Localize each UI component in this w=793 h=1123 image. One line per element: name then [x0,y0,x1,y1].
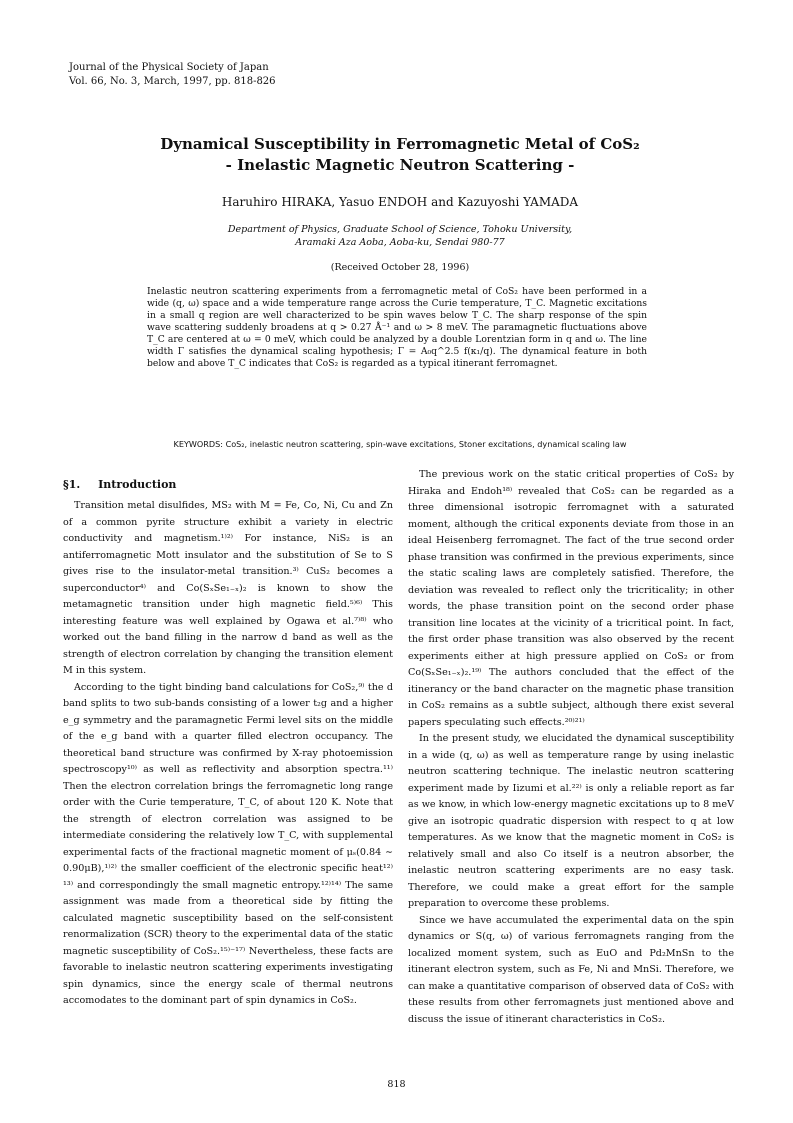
section-heading [63,478,176,491]
paragraph: In the present study, we elucidated the dynamical susceptibility in a wide (q, ω) as well as temperature range by using inelastic neutron scattering technique. The inelastic neutron scattering experiment made by Iizumi et al.²²⁾ is only a reliable report as far as we know, in which low-energy magnetic excitations up to 8 meV give an isotropic quadratic dispersion with respect to q at low temperatures. As we know that the magnetic moment in CoS₂ is relatively small and also Co itself is a neutron absorber, the inelastic neutron scattering experiments are no easy task. Therefore, we could make a great effort for the sample preparation to overcome these problems. [408,733,734,909]
page-number: 818 [387,1079,406,1090]
keywords: KEYWORDS: CoS₂, inelastic neutron scattering, spin-wave excitations, Stoner excitations, dynamical scaling law [173,439,627,449]
left-column [63,498,393,1010]
affiliation-line-1: Department of Physics, Graduate School of Science, Tohoku University, [227,224,573,235]
section-number: §1. [63,478,81,491]
paper-title: Dynamical Susceptibility in Ferromagnetic Metal of CoS₂ [160,135,640,153]
section-title: Introduction [98,478,177,491]
paragraph: Transition metal disulfides, MS₂ with M = Fe, Co, Ni, Cu and Zn of a common pyrite structure exhibit a variety in electric conductivity and magnetism.¹⁾²⁾ For instance, NiS₂ is an antiferromagnetic Mott insulator and the substitution of Se to S gives rise to the insulator-metal transition.³⁾ CuS₂ becomes a superconductor⁴⁾ and Co(SₓSe₁₋ₓ)₂ is known to show the metamagnetic transition under high magnetic field.⁵⁾⁶⁾ This interesting feature was well explained by Ogawa et al.⁷⁾⁸⁾ who worked out the band filling in the narrow d band as well as the strength of electron correlation by changing the transition element M in this system. [63,500,393,676]
authors: Haruhiro HIRAKA, Yasuo ENDOH and Kazuyoshi YAMADA [221,195,579,209]
affiliation-line-2: Aramaki Aza Aoba, Aoba-ku, Sendai 980-77 [295,237,505,248]
right-column [408,467,734,1028]
paper-subtitle: - Inelastic Magnetic Neutron Scattering - [225,156,575,174]
affiliation [120,223,680,249]
journal-citation [69,61,276,89]
paragraph: Since we have accumulated the experimental data on the spin dynamics or S(q, ω) of various ferromagnets ranging from the localized moment system, such as EuO and Pd₂MnSn to the itinerant electron system, such as Fe, Ni and MnSi. Therefore, we can make a quantitative comparison of observed data of CoS₂ with these results from other ferromagnets just mentioned above and discuss the issue of itinerant characteristics in CoS₂. [408,914,734,1025]
paragraph: The previous work on the static critical properties of CoS₂ by Hiraka and Endoh¹⁸⁾ revealed that CoS₂ can be regarded as a three dimensional isotropic ferromagnet with a saturated moment, although the critical exponents deviate from those in an ideal Heisenberg ferromagnet. The fact of the true second order phase transition was confirmed in the previous experiments, since the static scaling laws are completely satisfied. Therefore, the deviation was revealed to reflect only the tricriticality; in other words, the phase transition point on the second order phase transition line locates at the vicinity of a tricritical point. In fact, the first order phase transition was also observed by the recent experiments either at high pressure applied on CoS₂ or from Co(SₓSe₁₋ₓ)₂.¹⁹⁾ The authors concluded that the effect of the itinerancy or the band character on the magnetic phase transition in CoS₂ remains as a subtle subject, although there exist several papers speculating such effects.²⁰⁾²¹⁾ [408,469,734,728]
journal-volume: Vol. 66, No. 3, March, 1997, pp. 818-826 [69,76,276,87]
abstract: Inelastic neutron scattering experiments from a ferromagnetic metal of CoS₂ have been performed in a wide (q, ω) space and a wide temperature range across the Curie temperature, T_C. Magnetic excitations in a small q region are well characterized to be spin waves below T_C. The sharp response of the spin wave scattering suddenly broadens at q > 0.27 Å⁻¹ and ω > 8 meV. The paramagnetic fluctuations above T_C are centered at ω = 0 meV, which could be analyzed by a double Lorentzian form in q and ω. The line width Γ satisfies the dynamical scaling hypothesis; Γ = A₀q^2.5 f(κ₁/q). The dynamical feature in both below and above T_C indicates that CoS₂ is regarded as a typical itinerant ferromagnet. [147,286,647,369]
journal-name: Journal of the Physical Society of Japan [69,62,269,73]
paragraph: According to the tight binding band calculations for CoS₂,⁹⁾ the d band splits to two sub-bands consisting of a lower t₂g and a higher e_g symmetry and the paramagnetic Fermi level sits on the middle of the e_g band with a quarter filled electron occupancy. The theoretical band structure was confirmed by X-ray photoemission spectroscopy¹⁰⁾ as well as reflectivity and absorption spectra.¹¹⁾ Then the electron correlation brings the ferromagnetic long range order with the Curie temperature, T_C, of about 120 K. Note that the strength of electron correlation was assigned to be intermediate considering the relatively low T_C, with supplemental experimental facts of the fractional magnetic moment of μₛ(0.84 ∼ 0.90μB),¹⁾²⁾ the smaller coefficient of the electronic specific heat¹²⁾¹³⁾ and correspondingly the small magnetic entropy.¹²⁾¹⁴⁾ The same assignment was made from a theoretical side by fitting the calculated magnetic susceptibility based on the self-consistent renormalization (SCR) theory to the experimental data of the static magnetic susceptibility of CoS₂.¹⁵⁾⁻¹⁷⁾ Nevertheless, these facts are favorable to inelastic neutron scattering experiments investigating spin dynamics, since the energy scale of thermal neutrons accomodates to the dominant part of spin dynamics in CoS₂. [63,681,393,1006]
received-date: (Received October 28, 1996) [330,262,470,273]
